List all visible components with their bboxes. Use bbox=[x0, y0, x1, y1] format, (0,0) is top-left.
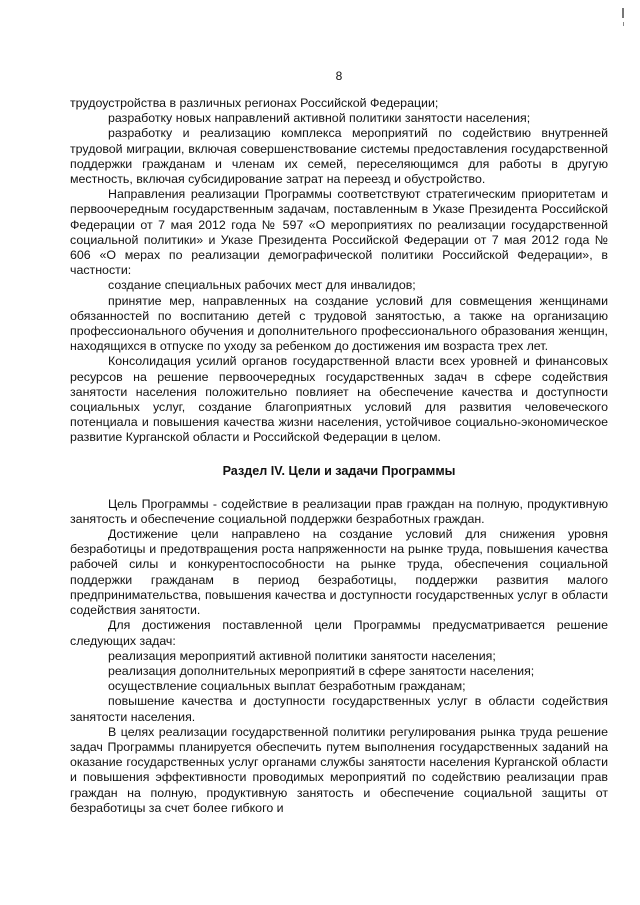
paragraph: разработку и реализацию комплекса мероприятий по содействию внутренней трудовой миграции, включая совершенствование системы предоставления государственной поддержки гражданам и членам их семей, переселяющимся для работы в другую местность, включая субсидирование затрат на переезд и обустройство. bbox=[70, 126, 608, 187]
page-number: 8 bbox=[335, 69, 343, 83]
section-title: Раздел IV. Цели и задачи Программы bbox=[222, 463, 456, 478]
paragraph: создание специальных рабочих мест для инвалидов; bbox=[108, 278, 416, 293]
paragraph: В целях реализации государственной политики регулирования рынка труда решение задач Программы планируется обеспечить путем выполнения государственных заданий на оказание государственных услуг органами службы занятости населения Курганской области и повышения эффективности проводимых мероприятий по содействию реализации прав граждан на полную, продуктивную занятость и обеспечение социальной защиты от безработицы за счет более гибкого и bbox=[70, 724, 608, 815]
paragraph: Консолидация усилий органов государственной власти всех уровней и финансовых ресурсов на решение первоочередных государственных задач в сфере содействия занятости населения положительно повлияет на обеспечение качества и доступности социальных услуг, создание благоприятных условий для развития человеческого потенциала и повышения качества жизни населения, устойчивое социально-экономическое развитие Курганской области и Российской Федерации в целом. bbox=[70, 354, 608, 445]
scan-corner-mark bbox=[622, 8, 624, 18]
list-item: реализация мероприятий активной политики занятости населения; bbox=[108, 648, 496, 663]
paragraph: разработку новых направлений активной политики занятости населения; bbox=[108, 111, 531, 126]
list-item: повышение качества и доступности государственных услуг в области содействия занятости населения. bbox=[70, 694, 608, 724]
scan-corner-mark-small bbox=[623, 22, 624, 26]
paragraph-continuation: трудоустройства в различных регионах Российской Федерации; bbox=[70, 96, 439, 110]
document-body bbox=[70, 96, 608, 816]
list-item: осуществление социальных выплат безработным гражданам; bbox=[108, 679, 466, 694]
paragraph: Для достижения поставленной цели Программы предусматривается решение следующих задач: bbox=[70, 618, 608, 648]
document-page bbox=[70, 0, 608, 905]
list-item: реализация дополнительных мероприятий в сфере занятости населения; bbox=[108, 663, 535, 678]
paragraph: Цель Программы - содействие в реализации прав граждан на полную, продуктивную занятость и обеспечение социальной поддержки безработных граждан. bbox=[70, 496, 608, 526]
paragraph: Направления реализации Программы соответствуют стратегическим приоритетам и первоочередным государственным задачам, поставленным в Указе Президента Российской Федерации от 7 мая 2012 года № 597 «О мероприятиях по реализации государственной социальной политики» и Указе Президента Российской Федерации от 7 мая 2012 года № 606 «О мерах по реализации демографической политики Российской Федерации», в частности: bbox=[70, 187, 608, 278]
paragraph: принятие мер, направленных на создание условий для совмещения женщинами обязанностей по воспитанию детей с трудовой занятостью, а также на организацию профессионального обучения и дополнительного профессионального образования женщин, находящихся в отпуске по уходу за ребенком до достижения им возраста трех лет. bbox=[70, 293, 608, 354]
paragraph: Достижение цели направлено на создание условий для снижения уровня безработицы и предотвращения роста напряженности на рынке труда, повышения качества рабочей силы и конкурентоспособности на рынке труда, обеспечения социальной поддержки гражданам в период безработицы, поддержки развития малого предпринимательства, повышения качества и доступности государственных услуг в области содействия занятости. bbox=[70, 527, 608, 618]
